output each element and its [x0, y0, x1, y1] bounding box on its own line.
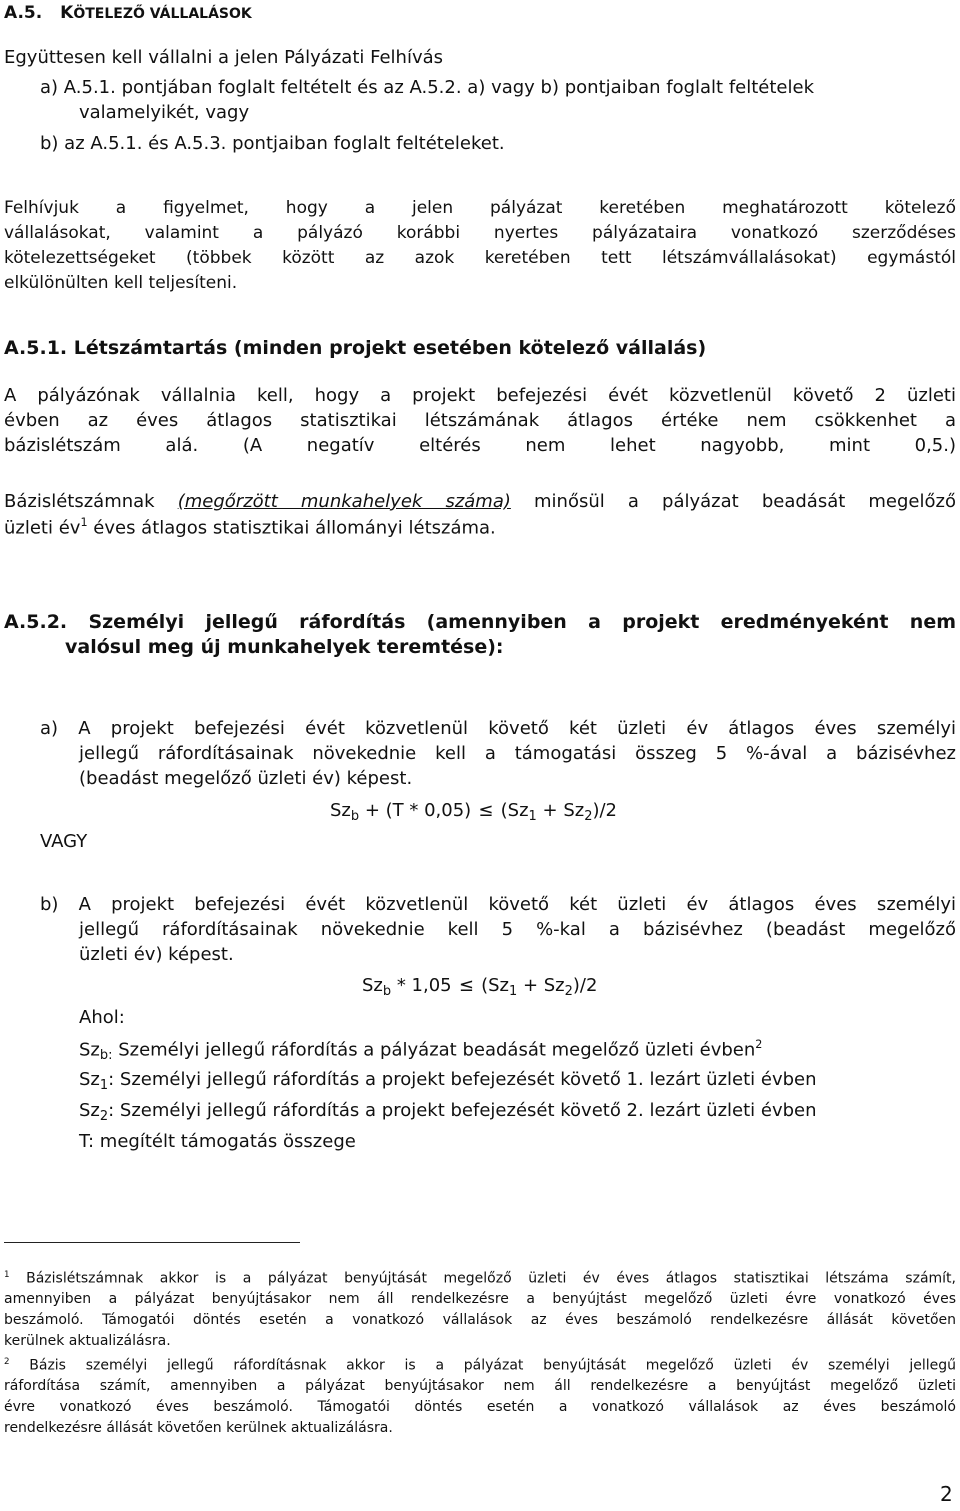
- footnote-2-line2: ráfordítása számít, amennyiben a pályázat benyújtásakor nem áll rendelkezésre a benyújtást megelőző üzleti: [4, 1378, 956, 1394]
- footnote-1-line3: beszámoló. Támogatói döntés esetén a vonatkozó vállalások az éves beszámoló rendelkezésre állását követően: [4, 1312, 956, 1328]
- a51-para2-emphasis: (megőrzött munkahelyek száma): [177, 491, 511, 512]
- footnote-ref-2[interactable]: 2: [755, 1038, 763, 1051]
- a51-para2-line1: [4, 491, 956, 512]
- definition-sz2: [79, 1100, 817, 1124]
- definition-symbol: Sz: [79, 1039, 100, 1061]
- definition-symbol: Sz: [79, 1100, 100, 1121]
- footnote-2-mark: 2: [4, 1357, 10, 1367]
- formula-a-part: )/2: [592, 800, 617, 821]
- a51-para2-post: minősül a pályázat beadását megelőző: [510, 491, 956, 512]
- intro-lead: Együttesen kell vállalni a jelen Pályázati Felhívás: [4, 47, 444, 68]
- a51-para1-line1: A pályázónak vállalnia kell, hogy a projekt befejezési évét közvetlenül követő 2 üzleti: [4, 385, 956, 406]
- intro-item-a-line1: a) A.5.1. pontjában foglalt feltételt és az A.5.2. a) vagy b) pontjaiban foglalt feltételek: [40, 77, 814, 98]
- definition-text: Személyi jellegű ráfordítás a pályázat beadását megelőző üzleti évben: [112, 1039, 756, 1061]
- formula-a-sub: 2: [584, 808, 593, 824]
- footnote-1-text: Bázislétszámnak akkor is a pályázat benyújtását megelőző üzleti év éves átlagos statisztikai létszáma számít,: [9, 1270, 956, 1287]
- formula-b-sub: 2: [564, 983, 573, 999]
- footnote-2-text: Bázis személyi jellegű ráfordításnak akkor is a pályázat benyújtását megelőző üzleti év személyi jellegű: [9, 1357, 956, 1374]
- a51-para2-line2-post: éves átlagos statisztikai állományi létszáma.: [87, 517, 496, 539]
- formula-a-sub: 1: [528, 808, 537, 824]
- formula-b-part: Sz: [362, 975, 383, 996]
- a51-para1-line3: bázislétszám alá. (A negatív eltérés nem lehet nagyobb, mint 0,5.): [4, 435, 956, 456]
- a51-para2-line2-pre: üzleti év: [4, 517, 81, 539]
- definition-text: : Személyi jellegű ráfordítás a projekt befejezését követő 2. lezárt üzleti évben: [108, 1100, 817, 1121]
- section-a51-title: A.5.1. Létszámtartás (minden projekt esetében kötelező vállalás): [4, 337, 707, 359]
- ahol-label: Ahol:: [79, 1007, 125, 1028]
- formula-b-part: * 1,05: [391, 975, 458, 996]
- a52-item-b-line2: jellegű ráfordításainak növekednie kell 5 %-kal a bázisévhez (beadást megelőző: [79, 919, 956, 940]
- notice-line-3: kötelezettségeket (többek között az azok keretében tett létszámvállalásokat) egymástól: [4, 248, 956, 268]
- intro-item-a-line2: valamelyikét, vagy: [79, 102, 250, 123]
- footnote-1-line4: kerülnek aktualizálásra.: [4, 1333, 171, 1349]
- a52-item-a-line1: a) A projekt befejezési évét közvetlenül követő két üzleti év átlagos éves személyi: [40, 718, 956, 739]
- definition-symbol: Sz: [79, 1069, 100, 1090]
- formula-b-sub: 1: [508, 983, 518, 999]
- section-heading-first-letter: K: [60, 3, 74, 23]
- formula-a: [330, 800, 617, 824]
- notice-line-1: Felhívjuk a figyelmet, hogy a jelen pályázat keretében meghatározott kötelező: [4, 198, 956, 218]
- a52-item-b-line3: üzleti év) képest.: [79, 944, 234, 965]
- a51-para1-line2: évben az éves átlagos statisztikai létszámának átlagos értéke nem csökkenhet a: [4, 410, 956, 431]
- notice-line-2: vállalásokat, valamint a pályázó korábbi nyertes pályázataira vonatkozó szerződéses: [4, 223, 956, 243]
- definition-text: : Személyi jellegű ráfordítás a projekt befejezését követő 1. lezárt üzleti évben: [108, 1069, 817, 1090]
- formula-b-part: + Sz: [517, 975, 565, 996]
- definition-t: T: megítélt támogatás összege: [79, 1131, 356, 1152]
- formula-a-part: Sz: [330, 800, 351, 821]
- definition-subscript: b:: [99, 1048, 113, 1064]
- notice-line-4: elkülönülten kell teljesíteni.: [4, 273, 238, 293]
- definition-sz1: [79, 1069, 817, 1093]
- definition-szb: [79, 1038, 762, 1063]
- formula-b-sub: b: [382, 983, 392, 999]
- a51-para2-pre: Bázislétszámnak: [4, 491, 178, 512]
- formula-b: [362, 975, 597, 999]
- page-number: 2: [940, 1482, 953, 1506]
- less-or-equal-symbol: ≤: [458, 975, 474, 996]
- formula-a-part: (Sz: [494, 800, 529, 821]
- formula-a-part: + Sz: [536, 800, 585, 821]
- a52-item-b-line1: b) A projekt befejezési évét közvetlenül követő két üzleti év átlagos éves személyi: [40, 894, 956, 915]
- footnote-2-line3: évre vonatkozó éves beszámoló. Támogatói döntés esetén a vonatkozó vállalások az éves beszámoló: [4, 1399, 956, 1415]
- footnote-1-mark: 1: [4, 1270, 10, 1280]
- footnote-2-line1: [4, 1357, 956, 1374]
- footnote-ref-1[interactable]: 1: [80, 516, 88, 529]
- formula-a-sub: b: [350, 808, 360, 824]
- intro-item-b: b) az A.5.1. és A.5.3. pontjaiban foglalt feltételeket.: [40, 133, 505, 154]
- less-or-equal-symbol: ≤: [478, 800, 494, 821]
- definition-subscript: 2: [99, 1108, 109, 1124]
- vagy-label: VAGY: [40, 831, 88, 852]
- formula-b-part: (Sz: [475, 975, 509, 996]
- section-heading: [4, 3, 252, 23]
- footnote-1-line2: amennyiben a pályázat benyújtásakor nem áll rendelkezésre a benyújtást megelőző üzleti évre vonatkozó éves: [4, 1291, 956, 1307]
- formula-b-part: )/2: [572, 975, 598, 996]
- section-heading-rest: ÖTELEZŐ VÁLLALÁSOK: [73, 6, 252, 22]
- footnote-1-line1: [4, 1270, 956, 1287]
- section-heading-number: A.5.: [4, 3, 43, 23]
- section-a52-title-line2: valósul meg új munkahelyek teremtése):: [65, 636, 504, 658]
- a52-item-a-line2: jellegű ráfordításainak növekednie kell a támogatási összeg 5 %-ával a bázisévhez: [79, 743, 956, 764]
- section-a52-title-line1: A.5.2. Személyi jellegű ráfordítás (amennyiben a projekt eredményeként nem: [4, 611, 956, 633]
- definition-subscript: 1: [99, 1077, 109, 1093]
- footnote-separator: [4, 1242, 300, 1243]
- formula-a-part: + (T * 0,05): [359, 800, 477, 821]
- footnote-2-line4: rendelkezésre állását követően kerülnek aktualizálásra.: [4, 1420, 393, 1436]
- a51-para2-line2: [4, 516, 496, 538]
- a52-item-a-line3: (beadást megelőző üzleti év) képest.: [79, 768, 413, 789]
